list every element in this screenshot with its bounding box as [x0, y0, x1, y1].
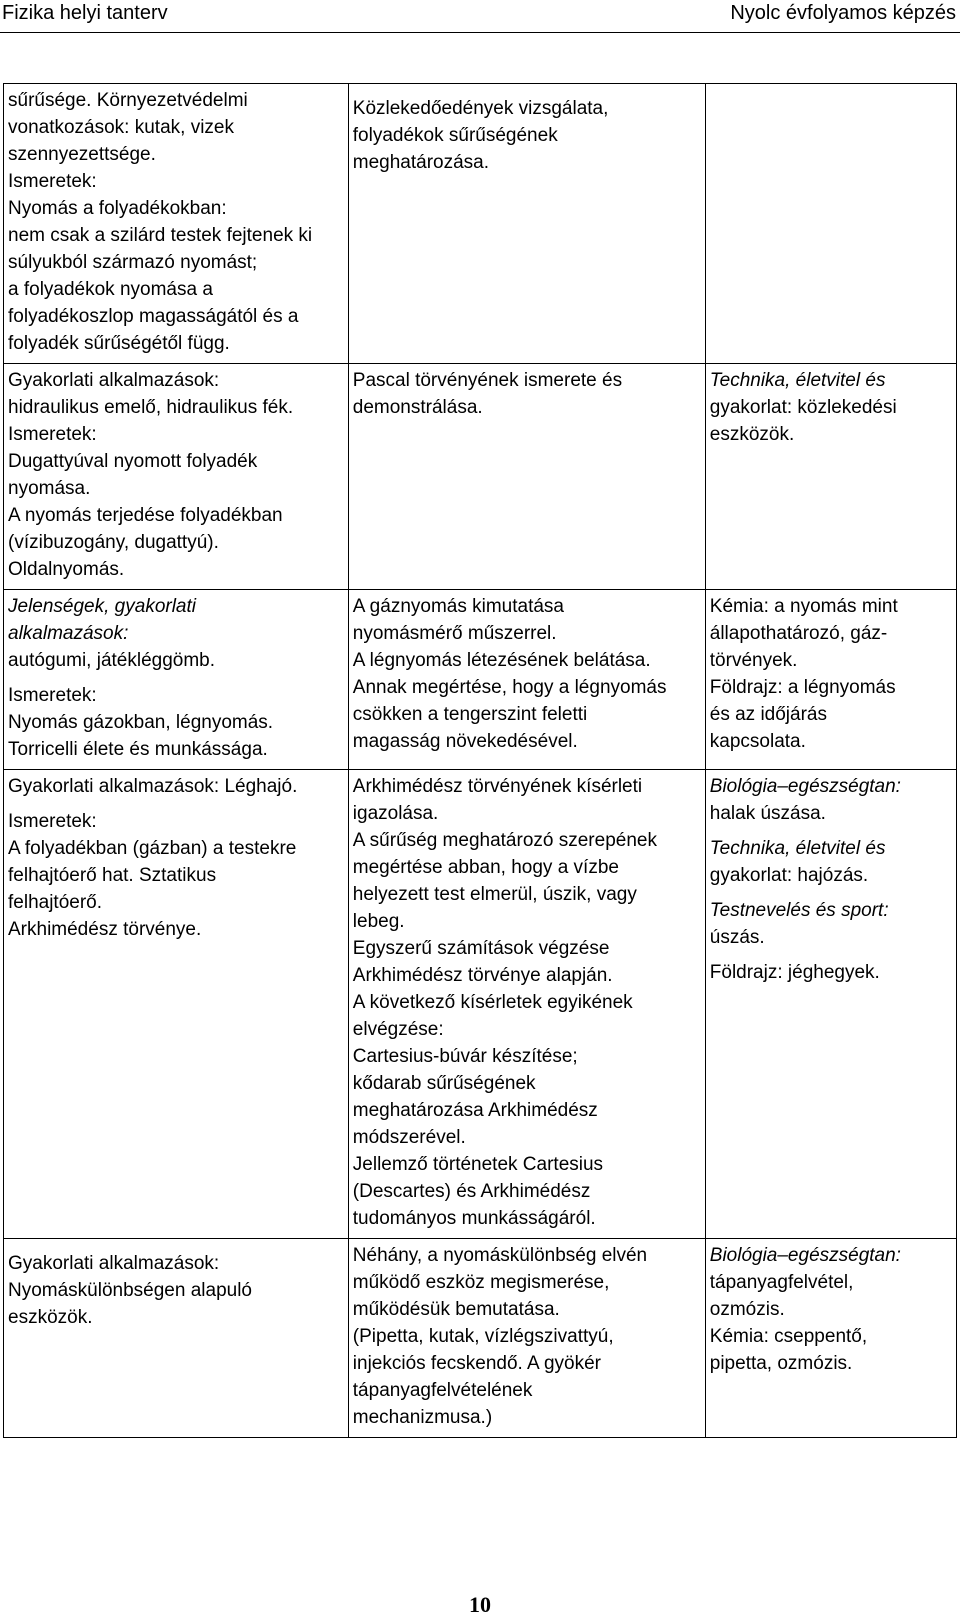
activity-cell — [348, 770, 705, 1239]
cell-text-line: helyezett test elmerül, úszik, vagy — [352, 884, 637, 905]
cell-text-line: gyakorlat: közlekedési — [709, 397, 897, 418]
cell-text-line: felhajtóerő. — [8, 892, 103, 913]
cell-text-line: hidraulikus emelő, hidraulikus fék. — [8, 397, 294, 418]
cell-text-line: Gyakorlati alkalmazások: Léghajó. — [8, 776, 298, 797]
cell-text-line: Kémia: a nyomás mint — [709, 596, 898, 617]
spacer — [710, 889, 952, 897]
cell-text-line: Néhány, a nyomáskülönbség elvén — [352, 1245, 648, 1266]
cell-text-line: A gáznyomás kimutatása — [352, 596, 564, 617]
cell-text-line: gyakorlat: hajózás. — [709, 865, 869, 886]
cell-text-line: kapcsolata. — [709, 731, 806, 752]
cell-text-line: Nyomáskülönbségen alapuló — [8, 1280, 252, 1301]
cell-text-line: (vízibuzogány, dugattyú). — [8, 532, 219, 553]
cell-text-line: állapothatározó, gáz- — [709, 623, 888, 644]
links-cell — [705, 1239, 956, 1438]
cell-text-line: működésük bemutatása. — [352, 1299, 560, 1320]
cell-text-line: A sűrűség meghatározó szerepének — [352, 830, 657, 851]
cell-text-line: Ismeretek: — [8, 424, 97, 445]
cell-text-line: autógumi, játékléggömb. — [8, 650, 216, 671]
cell-text-line: kődarab sűrűségének — [352, 1073, 536, 1094]
topic-cell — [4, 364, 349, 590]
cell-text-line: eszközök. — [8, 1307, 93, 1328]
cell-text-line: halak úszása. — [709, 803, 826, 824]
spacer — [710, 827, 952, 835]
cell-text-line: Dugattyúval nyomott folyadék — [8, 451, 258, 472]
cell-text-line: nyomása. — [8, 478, 91, 499]
cell-text-line: működő eszköz megismerése, — [352, 1272, 610, 1293]
cell-text-line: Arkhimédész törvényének kísérleti — [352, 776, 643, 797]
spacer — [8, 674, 344, 682]
cell-text-line: Oldalnyomás. — [8, 559, 125, 580]
cell-text-line: úszás. — [709, 927, 765, 948]
cell-text-line: Ismeretek: — [8, 685, 97, 706]
cell-text-line: Közlekedőedények vizsgálata, — [352, 98, 609, 119]
curriculum-table — [3, 83, 957, 1438]
cell-text-line: Gyakorlati alkalmazások: — [8, 370, 220, 391]
cell-text-line: ozmózis. — [709, 1299, 785, 1320]
cell-text-line: meghatározása Arkhimédész — [352, 1100, 598, 1121]
page-number: 10 — [469, 1592, 491, 1617]
cell-text-line: Jellemző történetek Cartesius — [352, 1154, 604, 1175]
topic-cell — [4, 84, 349, 364]
activity-cell — [348, 84, 705, 364]
cell-text-line: nyomásmérő műszerrel. — [352, 623, 557, 644]
cell-text-line: A következő kísérletek egyikének — [352, 992, 633, 1013]
header-title: Fizika helyi tanterv — [2, 2, 168, 24]
table-row — [4, 364, 957, 590]
cell-text-line: A folyadékban (gázban) a testekre — [8, 838, 297, 859]
cell-text-line: Torricelli élete és munkássága. — [8, 739, 268, 760]
activity-cell — [348, 1239, 705, 1438]
cell-text-line: Ismeretek: — [8, 811, 97, 832]
page-header — [0, 0, 960, 48]
cell-text-line: felhajtóerő hat. Sztatikus — [8, 865, 217, 886]
topic-cell — [4, 770, 349, 1239]
cell-text-line: vonatkozások: kutak, vizek — [8, 117, 234, 138]
table-row — [4, 1239, 957, 1438]
cell-text-line: folyadék sűrűségétől függ. — [8, 333, 230, 354]
cell-text-line: Jelenségek, gyakorlati — [8, 596, 196, 617]
cell-text-line: pipetta, ozmózis. — [709, 1353, 853, 1374]
cell-text-line: Cartesius-búvár készítése; — [352, 1046, 578, 1067]
cell-text-line: Nyomás a folyadékokban: — [8, 198, 227, 219]
cell-text-line: meghatározása. — [352, 152, 490, 173]
cell-text-line: Testnevelés és sport: — [709, 900, 889, 921]
cell-text-line: Biológia–egészségtan: — [709, 776, 901, 797]
cell-text-line: módszerével. — [352, 1127, 466, 1148]
cell-text-line: szennyezettsége. — [8, 144, 156, 165]
cell-text-line: (Descartes) és Arkhimédész — [352, 1181, 591, 1202]
topic-cell — [4, 590, 349, 770]
header-program: Nyolc évfolyamos képzés — [730, 2, 956, 24]
cell-text-line: Annak megértése, hogy a légnyomás — [352, 677, 667, 698]
cell-text-line: nem csak a szilárd testek fejtenek ki — [8, 225, 313, 246]
cell-text-line: törvények. — [709, 650, 798, 671]
cell-text-line: Földrajz: a légnyomás — [709, 677, 896, 698]
cell-text-line: Arkhimédész törvénye. — [8, 919, 202, 940]
cell-text-line: csökken a tengerszint feletti — [352, 704, 588, 725]
cell-text-line: A légnyomás létezésének belátása. — [352, 650, 651, 671]
cell-text-line: megértése abban, hogy a vízbe — [352, 857, 619, 878]
cell-text-line: Gyakorlati alkalmazások: — [8, 1253, 220, 1274]
header-rule — [0, 32, 960, 33]
cell-text-line: sűrűsége. Környezetvédelmi — [8, 90, 248, 111]
links-cell — [705, 84, 956, 364]
cell-text-line: Biológia–egészségtan: — [709, 1245, 901, 1266]
cell-text-line: eszközök. — [709, 424, 795, 445]
cell-text-line: Technika, életvitel és — [709, 370, 886, 391]
cell-text-line: lebeg. — [352, 911, 405, 932]
cell-text-line: és az időjárás — [709, 704, 827, 725]
cell-text-line: elvégzése: — [352, 1019, 444, 1040]
topic-cell — [4, 1239, 349, 1438]
table-row — [4, 770, 957, 1239]
cell-text-line: alkalmazások: — [8, 623, 129, 644]
activity-cell — [348, 364, 705, 590]
cell-text-line: Nyomás gázokban, légnyomás. — [8, 712, 274, 733]
cell-text-line: magasság növekedésével. — [352, 731, 578, 752]
cell-text-line: folyadékok sűrűségének — [352, 125, 558, 146]
cell-text-line: A nyomás terjedése folyadékban — [8, 505, 283, 526]
spacer — [8, 800, 344, 808]
cell-text-line: (Pipetta, kutak, vízlégszivattyú, — [352, 1326, 614, 1347]
cell-text-line: injekciós fecskendő. A gyökér — [352, 1353, 601, 1374]
table-row — [4, 84, 957, 364]
cell-text-line: súlyukból származó nyomást; — [8, 252, 258, 273]
spacer — [8, 1242, 344, 1250]
cell-text-line: tudományos munkásságáról. — [352, 1208, 596, 1229]
spacer — [353, 87, 701, 95]
cell-text-line: tápanyagfelvétel, — [709, 1272, 854, 1293]
cell-text-line: Pascal törvényének ismerete és — [352, 370, 623, 391]
cell-text-line: Földrajz: jéghegyek. — [709, 962, 880, 983]
cell-text-line: folyadékoszlop magasságától és a — [8, 306, 299, 327]
cell-text-line: Egyszerű számítások végzése — [352, 938, 610, 959]
links-cell — [705, 770, 956, 1239]
activity-cell — [348, 590, 705, 770]
cell-text-line: demonstrálása. — [352, 397, 483, 418]
cell-text-line: Technika, életvitel és — [709, 838, 886, 859]
cell-text-line: tápanyagfelvételének — [352, 1380, 533, 1401]
spacer — [710, 951, 952, 959]
cell-text-line: igazolása. — [352, 803, 439, 824]
cell-text-line: mechanizmusa.) — [352, 1407, 493, 1428]
cell-text-line: Kémia: cseppentő, — [709, 1326, 868, 1347]
table-row — [4, 590, 957, 770]
links-cell — [705, 590, 956, 770]
cell-text-line: Arkhimédész törvénye alapján. — [352, 965, 613, 986]
cell-text-line: a folyadékok nyomása a — [8, 279, 213, 300]
links-cell — [705, 364, 956, 590]
cell-text-line: Ismeretek: — [8, 171, 97, 192]
